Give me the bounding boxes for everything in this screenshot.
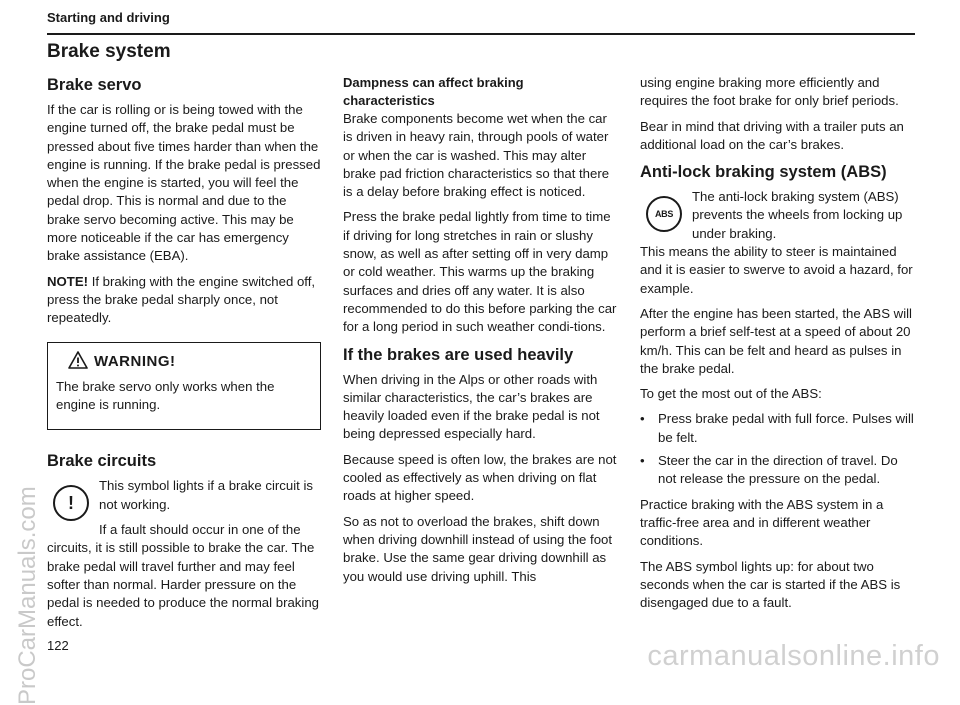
brake-warning-glyph: ! <box>68 493 74 514</box>
header-rule <box>47 33 915 35</box>
heavy-braking-heading: If the brakes are used heavily <box>343 345 574 364</box>
dampness-paragraph-2: Press the brake pedal lightly from time to time if driving for long stretches in rain or slushy snow, as well as after setting off in very damp or cold weather. This warms up the braking surfaces and dries off any water. It is also recommended to do this before parking the car for a long period in such weather condi-tions. <box>343 209 617 335</box>
abs-paragraph-5: Practice braking with the ABS system in a traffic-free area and in different weather conditions. <box>640 496 884 549</box>
brake-circuits-heading: Brake circuits <box>47 452 157 471</box>
abs-icon <box>646 196 682 232</box>
abs-bullet-2: • Steer the car in the direction of travel. Do not release the pressure on the pedal. <box>640 452 914 489</box>
abs-paragraph-4: To get the most out of the ABS: <box>640 386 822 402</box>
abs-bullet-1: • Press brake pedal with full force. Pulses will be felt. <box>640 410 914 447</box>
continued-paragraph: using engine braking more efficiently and requires the foot brake for only brief periods. <box>640 75 899 109</box>
brake-circuits-paragraph-1: This symbol lights if a brake circuit is not working. <box>99 478 313 512</box>
trailer-paragraph: Bear in mind that driving with a trailer puts an additional load on the car’s brakes. <box>640 118 904 152</box>
column-1 <box>47 74 321 638</box>
abs-paragraph-1: The anti-lock braking system (ABS) prevents the wheels from locking up under braking. <box>692 189 903 241</box>
dampness-paragraph-1: Brake components become wet when the car is driven in heavy rain, through pools of water or when the car is washed. This may alter brake pad friction characteristics so that there is a delay before braking effect is noticed. <box>343 111 610 200</box>
warning-label: WARNING! <box>94 353 176 371</box>
column-2 <box>343 74 617 593</box>
section-title: Brake system <box>47 41 171 62</box>
note-label: NOTE! <box>47 273 89 289</box>
abs-icon-label: ABS <box>654 209 674 220</box>
brake-circuit-icon-wrap <box>47 477 99 527</box>
brake-servo-heading: Brake servo <box>47 76 142 94</box>
brake-warning-icon <box>53 485 89 521</box>
warning-box <box>47 342 321 431</box>
abs-paragraph-3: After the engine has been started, the ABS will perform a brief self-test at a speed of about 20 km/h. This can be felt and heard as pulses in the brake pedal. <box>640 305 912 376</box>
dampness-heading: Dampness can affect braking characteristics <box>343 75 524 108</box>
warning-text: The brake servo only works when the engine is running. <box>56 378 275 413</box>
brake-servo-note <box>47 273 321 328</box>
side-watermark: ProCarManuals.com <box>14 486 41 705</box>
heavy-braking-paragraph-1: When driving in the Alps or other roads with similar characteristics, the car’s brakes are heavily loaded even if the brake pedal is not being depressed especially hard. <box>343 371 600 442</box>
header-title: Starting and driving <box>47 10 170 25</box>
brake-circuits-paragraph-2: If a fault should occur in one of the circuits, it is still possible to brake the car. The brake pedal will travel further and may feel softer than normal. Harder pressure on the pedal is needed to produce the normal braking effect. <box>47 522 319 629</box>
column-3 <box>640 74 914 619</box>
note-text: If braking with the engine switched off, press the brake pedal sharply once, not repeatedly. <box>47 273 316 326</box>
abs-bullet-list <box>640 410 914 488</box>
heavy-braking-paragraph-3: So as not to overload the brakes, shift down when driving downhill instead of using the foot brake. Use the same gear driving downhill as you would use driving uphill. This <box>343 513 613 584</box>
page-number: 122 <box>47 638 69 653</box>
abs-icon-wrap <box>640 188 692 238</box>
abs-heading: Anti-lock braking system (ABS) <box>640 163 887 182</box>
bottom-watermark: carmanualsonline.info <box>647 640 940 672</box>
abs-paragraph-6: The ABS symbol lights up: for about two seconds when the car is started if the ABS is disengaged due to a fault. <box>640 558 901 611</box>
warning-header <box>68 351 312 374</box>
heavy-braking-paragraph-2: Because speed is often low, the brakes are not cooled as effectively as when driving on flat roads at higher speed. <box>343 451 617 504</box>
abs-paragraph-2: This means the ability to steer is maintained and it is easier to swerve to avoid a hazard, for example. <box>640 244 913 296</box>
warning-triangle-icon <box>68 351 88 374</box>
brake-servo-paragraph: If the car is rolling or is being towed with the engine turned off, the brake pedal must be pressed about five times harder than when the engine is running. If the brake pedal is pressed when the engine is started, you will feel the pedal drop. This is normal and due to the brake servo becoming active. This may be more noticeable if the car has emergency brake assistance (EBA). <box>47 102 321 264</box>
